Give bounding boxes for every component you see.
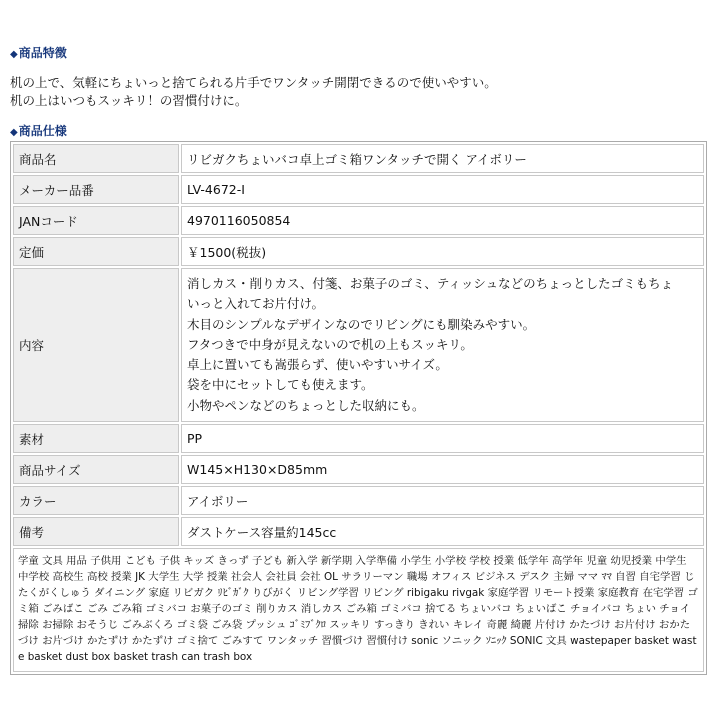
feature-line: 机の上はいつもスッキリ！の習慣付けに。 bbox=[10, 93, 248, 108]
spec-row-notes bbox=[13, 517, 704, 546]
search-tags: 学童 文具 用品 子供用 こども 子供 キッズ きっず 子ども 新入学 新学期 入学準備 小学生 小学校 学校 授業 低学年 高学年 児童 幼児授業 中学生 中学校 高校生 高校 授業 JK 大学生 大学 授業 社会人 会社員 会社 OL サラリーマン 職場 オフィス ビジネス デスク 主婦 ママ ﾏﾏ 自習 自宅学習 じたくがくしゅう ダイニング 家庭 リビガク ﾘﾋﾞｶﾞｸ りびがく リビング学習 リビング ribigaku rivgak 家庭学習 リモート授業 家庭教育 在宅学習 ゴミ箱 ごみばこ ごみ ごみ箱 ゴミバコ お菓子のゴミ 削りカス 消しカス ごみ箱 ゴミバコ 捨てる ちょいバコ ちょいばこ チョイバコ ちょい チョイ 掃除 お掃除 おそうじ ごみぶくろ ゴミ袋 ごみ袋 プッシュ ｺﾞﾐﾌﾞｸﾛ スッキリ すっきり きれい キレイ 奇麗 綺麗 片付け かたづけ お片付け おかたづけ お片づけ かたずけ かたずけ ゴミ捨て ごみすて ワンタッチ 習慣づけ 習慣付け sonic ソニック ｿﾆｯｸ SONIC 文具 wastepaper basket waste basket dust box basket trash can trash box bbox=[13, 548, 704, 672]
spec-label: 備考 bbox=[13, 517, 179, 546]
spec-row-model-number bbox=[13, 175, 704, 204]
content-line: フタつきで中身が見えないので机の上もスッキリ。 bbox=[187, 336, 473, 352]
content-line: 袋を中にセットしても使えます。 bbox=[187, 377, 374, 393]
spec-label: 内容 bbox=[13, 268, 179, 422]
content-line: 木目のシンプルなデザインなのでリビングにも馴染みやすい。 bbox=[187, 316, 536, 332]
spec-row-product-name bbox=[13, 144, 704, 173]
spec-row-jan-code bbox=[13, 206, 704, 235]
spec-label: 定価 bbox=[13, 237, 179, 266]
spec-value: PP bbox=[181, 424, 704, 453]
spec-value: 4970116050854 bbox=[181, 206, 704, 235]
content-line: 卓上に置いても嵩張らず、使いやすいサイズ。 bbox=[187, 357, 448, 373]
spec-value: ￥1500(税抜) bbox=[181, 237, 704, 266]
spec-row-price bbox=[13, 237, 704, 266]
spec-row-material bbox=[13, 424, 704, 453]
spec-value: LV-4672-I bbox=[181, 175, 704, 204]
features-text bbox=[10, 74, 707, 110]
spec-table bbox=[10, 141, 707, 675]
spec-value: リビガクちょいバコ卓上ゴミ箱ワンタッチで開く アイボリー bbox=[181, 144, 704, 173]
spec-heading: ◆商品仕様 bbox=[10, 124, 67, 138]
content-line: 消しカス・削りカス、付箋、お菓子のゴミ、ティッシュなどのちょっとしたゴミもちょ bbox=[187, 276, 674, 291]
spec-label: JANコード bbox=[13, 206, 179, 235]
features-heading: ◆商品特徴 bbox=[10, 46, 67, 60]
product-description bbox=[10, 44, 707, 675]
spec-label: メーカー品番 bbox=[13, 175, 179, 204]
spec-row-tags bbox=[13, 548, 704, 672]
spec-value: アイボリー bbox=[181, 486, 704, 515]
content-line: 小物やペンなどのちょっとした収納にも。 bbox=[187, 397, 425, 413]
diamond-bullet-icon: ◆ bbox=[10, 49, 18, 60]
content-line: いっと入れてお片付け。 bbox=[187, 296, 325, 312]
spec-label: 商品サイズ bbox=[13, 455, 179, 484]
diamond-bullet-icon: ◆ bbox=[10, 127, 18, 138]
spec-value: W145×H130×D85mm bbox=[181, 455, 704, 484]
spec-row-size bbox=[13, 455, 704, 484]
spec-row-color bbox=[13, 486, 704, 515]
spec-value: ダストケース容量約145cc bbox=[181, 517, 704, 546]
spec-label: カラー bbox=[13, 486, 179, 515]
spec-label: 素材 bbox=[13, 424, 179, 453]
spec-value bbox=[181, 268, 704, 422]
spec-label: 商品名 bbox=[13, 144, 179, 173]
feature-line: 机の上で、気軽にちょいっと捨てられる片手でワンタッチ開閉できるので使いやすい。 bbox=[10, 75, 497, 90]
spec-row-contents bbox=[13, 268, 704, 422]
